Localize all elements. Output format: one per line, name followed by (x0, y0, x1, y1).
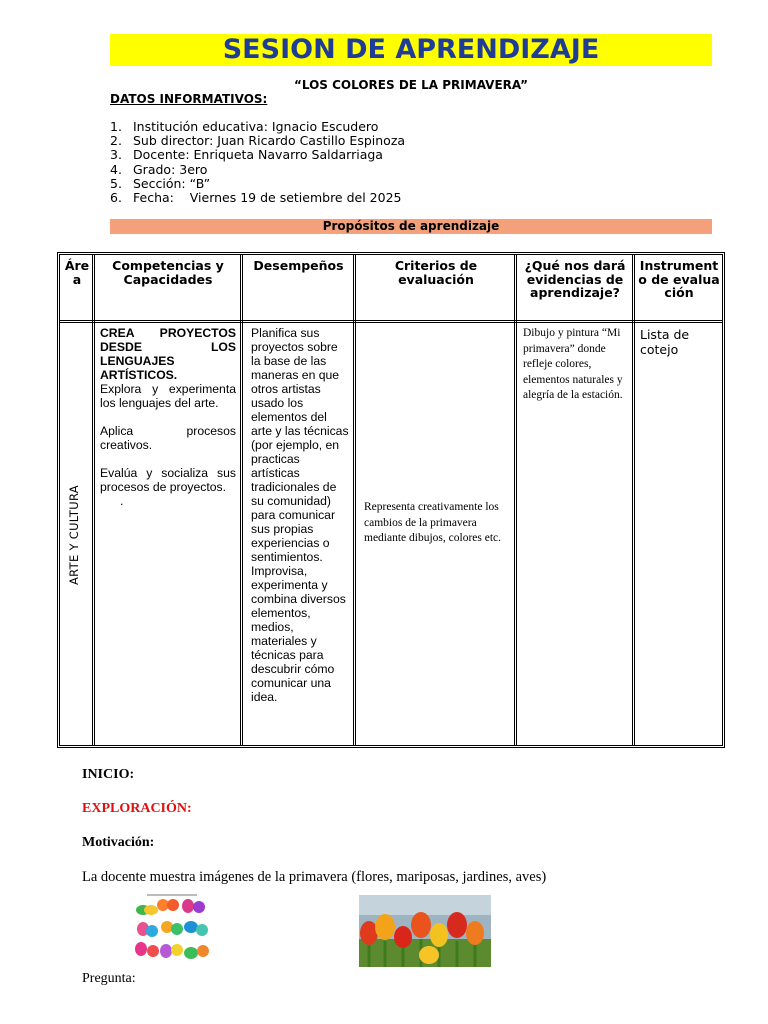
header-desempenos: Desempeños (253, 258, 344, 273)
list-item: 6. Fecha: Viernes 19 de setiembre del 2025 (110, 189, 402, 205)
evidencia-cell: Dibujo y pintura “Mi primavera” donde refleje colores, elementos naturales y alegría de la estación. (523, 327, 623, 401)
competencias-cell (100, 326, 236, 508)
header-competencias: Competencias y Capacidades (112, 258, 224, 287)
list-item: 4. Grado: 3ero (110, 161, 208, 177)
title-banner (110, 34, 712, 66)
capacidad-item: Evalúa y socializa sus procesos de proyectos. (100, 466, 236, 494)
desempeno-cell: Planifica sus proyectos sobre la base de las maneras en que otros artistas usado los elementos del arte y las técnicas (por ejemplo, en practicas artísticas tradicionales de su comunidad) para comunicar sus propias experiencias o sentimientos. Improvisa, experimenta y combina diversos elementos, medios, materiales y técnicas para descubrir cómo comunicar una idea. (251, 326, 349, 704)
session-subtitle: “LOS COLORES DE LA PRIMAVERA” (294, 78, 528, 92)
list-item: 3. Docente: Enriqueta Navarro Saldarriaga (110, 147, 383, 163)
capacidad-item: Explora y experimenta los lenguajes del arte. (100, 382, 236, 410)
capacidad-dot: . (120, 494, 124, 508)
column-divider (92, 255, 95, 745)
pregunta-label: Pregunta: (82, 971, 136, 986)
column-divider (240, 255, 243, 745)
tulips-image (359, 895, 491, 967)
datos-heading: DATOS INFORMATIVOS: (110, 92, 268, 106)
exploracion-heading: EXPLORACIÓN: (82, 801, 192, 816)
header-instrumento: Instrumento de evaluación (638, 258, 720, 301)
learning-table (57, 252, 725, 748)
list-item: 2. Sub director: Juan Ricardo Castillo Espinoza (110, 133, 406, 149)
instrumento-cell: Lista de cotejo (640, 327, 690, 357)
area-value: ARTE Y CULTURA (67, 485, 81, 585)
header-divider (60, 320, 722, 323)
purpose-bar: Propósitos de aprendizaje (110, 219, 712, 234)
motivacion-heading: Motivación: (82, 835, 155, 850)
column-divider (632, 255, 635, 745)
capacidad-item: Aplica procesos creativos. (100, 424, 236, 452)
criterio-cell: Representa creativamente los cambios de la primavera mediante dibujos, colores etc. (364, 501, 502, 544)
column-divider (514, 255, 517, 745)
header-evidencias: ¿Qué nos dará evidencias de aprendizaje? (524, 258, 626, 301)
butterflies-image (133, 893, 211, 967)
list-item: 5. Sección: “B” (110, 175, 211, 191)
header-criterios: Criterios de evaluación (394, 258, 478, 287)
header-area: Área (64, 258, 90, 287)
butterfly-icon (135, 899, 209, 959)
competencia-title: CREA PROYECTOS DESDE LOS LENGUAJES ARTÍSTICOS. (100, 326, 236, 382)
motivation-paragraph: La docente muestra imágenes de la primavera (flores, mariposas, jardines, aves) (82, 869, 547, 885)
column-divider (353, 255, 356, 745)
info-list (110, 120, 405, 205)
inicio-heading: INICIO: (82, 767, 135, 782)
page-title: SESION DE APRENDIZAJE (222, 34, 600, 65)
list-item: 1. Institución educativa: Ignacio Escudero (110, 119, 379, 134)
